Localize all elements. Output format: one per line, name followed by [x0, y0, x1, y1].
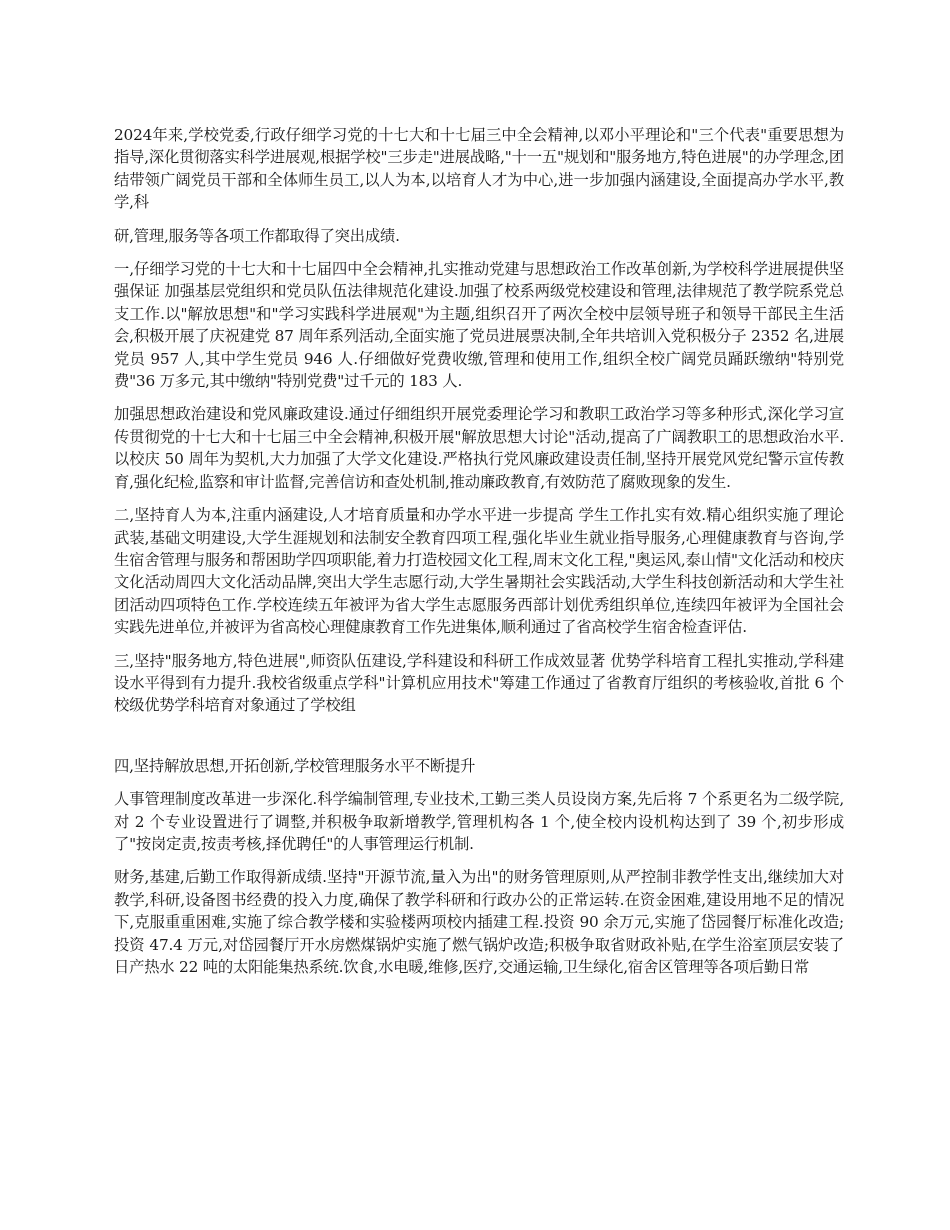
section-four-heading: 四,坚持解放思想,开拓创新,学校管理服务水平不断提升	[114, 756, 476, 775]
personnel-reform-paragraph: 人事管理制度改革进一步深化.科学编制管理,专业技术,工勤三类人员设岗方案,先后将 7 个系更名为二级学院,对 2 个专业设置进行了调整,并积极争取新增教学,管理机构各 1 个,使全校内设机构达到了 39 个,初步形成了"按岗定责,按责考核,择优聘任"的人事管理运行机制.	[114, 790, 844, 853]
political-construction-paragraph: 加强思想政治建设和党风廉政建设.通过仔细组织开展党委理论学习和教职工政治学习等多种形式,深化学习宣传贯彻党的十七大和十七届三中全会精神,积极开展"解放思想大讨论"活动,提高了广阔教职工的思想政治水平.以校庆 50 周年为契机,大力加强了大学文化建设.严格执行党风廉政建设责任制,坚持开展党风党纪警示宣传教育,强化纪检,监察和审计监督,完善信访和查处机制,推动廉政教育,有效防范了腐败现象的发生.	[114, 405, 844, 491]
document-page	[114, 124, 844, 989]
intro-paragraph: 2024年来,学校党委,行政仔细学习党的十七大和十七届三中全会精神,以邓小平理论和"三个代表"重要思想为指导,深化贯彻落实科学进展观,根据学校"三步走"进展战略,"十一五"规划和"服务地方,特色进展"的办学理念,团结带领广阔党员干部和全体师生员工,以人为本,以培育人才为中心,进一步加强内涵建设,全面提高办学水平,教学,科	[114, 126, 844, 212]
section-two-paragraph: 二,坚持育人为本,注重内涵建设,人才培育质量和办学水平进一步提高 学生工作扎实有效.精心组织实施了理论武装,基础文明建设,大学生涯规划和法制安全教育四项工程,强化毕业生就业指导服务,心理健康教育与咨询,学生宿舍管理与服务和帮困助学四项职能,着力打造校园文化工程,周末文化工程,"奥运风,泰山情"文化活动和校庆文化活动周四大文化活动品牌,突出大学生志愿行动,大学生暑期社会实践活动,大学生科技创新活动和大学生社团活动四项特色工作.学校连续五年被评为省大学生志愿服务西部计划优秀组织单位,连续四年被评为全国社会实践先进单位,并被评为省高校心理健康教育工作先进集体,顺利通过了省高校学生宿舍检查评估.	[114, 506, 844, 637]
finance-logistics-paragraph: 财务,基建,后勤工作取得新成绩.坚持"开源节流,量入为出"的财务管理原则,从严控制非教学性支出,继续加大对教学,科研,设备图书经费的投入力度,确保了教学科研和行政办公的正常运转.在资金困难,建设用地不足的情况下,克服重重困难,实施了综合教学楼和实验楼两项校内插建工程.投资 90 余万元,实施了岱园餐厅标准化改造;投资 47.4 万元,对岱园餐厅开水房燃煤锅炉实施了燃气锅炉改造;积极争取省财政补贴,在学生浴室顶层安装了日产热水 22 吨的太阳能集热系统.饮食,水电暖,维修,医疗,交通运输,卫生绿化,宿舍区管理等各项后勤日常	[114, 868, 844, 976]
section-three-paragraph: 三,坚持"服务地方,特色进展",师资队伍建设,学科建设和科研工作成效显著 优势学科培育工程扎实推动,学科建设水平得到有力提升.我校省级重点学科"计算机应用技术"筹建工作通过了省教育厅组织的考核验收,首批 6 个校级优势学科培育对象通过了学校组	[114, 651, 844, 715]
section-one-paragraph: 一,仔细学习党的十七大和十七届四中全会精神,扎实推动党建与思想政治工作改革创新,为学校科学进展提供坚强保证 加强基层党组织和党员队伍法律规范化建设.加强了校系两级党校建设和管理,法律规范了教学院系党总支工作.以"解放思想"和"学习实践科学进展观"为主题,组织召开了两次全校中层领导班子和领导干部民主生活会,积极开展了庆祝建党 87 周年系列活动,全面实施了党员进展票决制,全年共培训入党积极分子 2352 名,进展党员 957 人,其中学生党员 946 人.仔细做好党费收缴,管理和使用工作,组织全校广阔党员踊跃缴纳"特别党费"36 万多元,其中缴纳"特别党费"过千元的 183 人.	[114, 260, 844, 391]
intro-paragraph-continued: 研,管理,服务等各项工作都取得了突出成绩.	[114, 226, 400, 245]
